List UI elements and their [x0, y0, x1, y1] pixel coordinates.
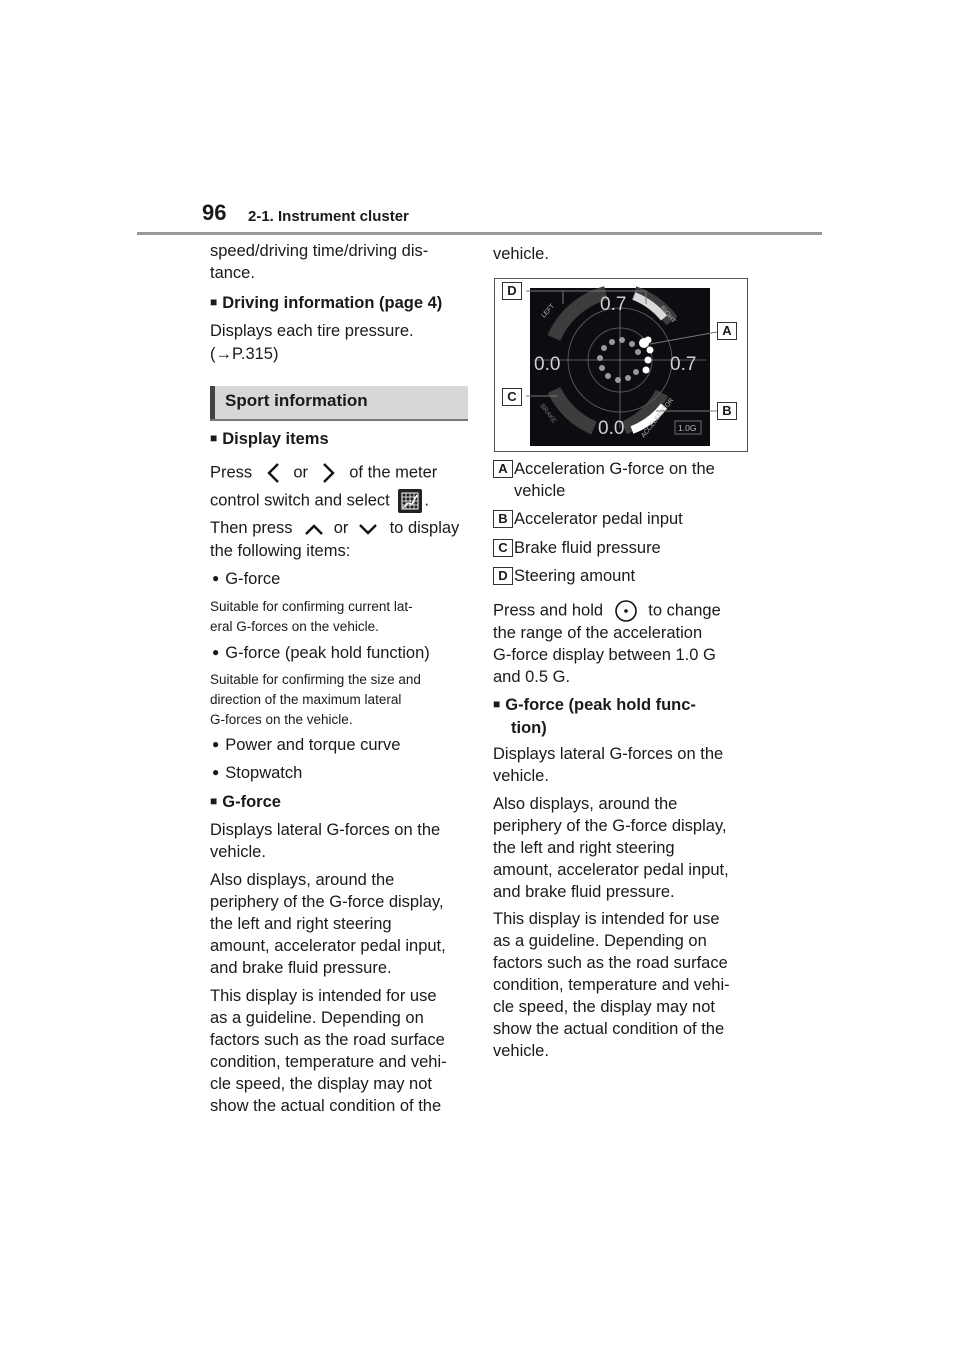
bullet-gforce-peak-hold: ● G-force (peak hold function) [212, 642, 430, 665]
gforce-text-3: This display is intended for use as a guideline. Depending on factors such as the road surface condition, temperature and vehi- cle speed, the display may not show the actual condition of the [210, 987, 447, 1115]
legend-text-b: Accelerator pedal input [514, 510, 683, 528]
chevron-left-icon [263, 461, 285, 485]
chevron-right-icon [317, 461, 339, 485]
legend-key-b: B [493, 510, 513, 528]
legend-item-a [493, 458, 715, 502]
page-number: 96 [202, 200, 227, 225]
header-divider [137, 232, 822, 235]
callout-b: B [717, 402, 737, 420]
gforce-text-2: Also displays, around the periphery of the G-force display, the left and right steering amount, accelerator pedal input, and brake fluid pressure. [210, 871, 446, 977]
legend-key-d: D [493, 567, 513, 585]
callout-a: A [717, 322, 737, 340]
steering-peak-value: 0.7 [600, 294, 627, 315]
legend-text-d: Steering amount [514, 567, 636, 585]
then-instruction-line2: the following items: [210, 542, 351, 560]
bullet-stopwatch: ● Stopwatch [212, 762, 302, 785]
gforce-heading: ■ G-force [210, 791, 281, 814]
sport-info-icon [398, 489, 422, 513]
legend-key-c: C [493, 539, 513, 557]
page-reference: (→P.315) [210, 345, 279, 363]
range-badge: 1.0G [678, 423, 697, 433]
press-instruction-line1: Press or of the meter [210, 461, 437, 485]
callout-d: D [502, 282, 522, 300]
intro-text: speed/driving time/driving dis- tance. [210, 242, 429, 282]
note-gforce-peak-hold: Suitable for confirming the size and direction of the maximum lateral G-forces on the vehicle. [210, 672, 421, 727]
note-gforce: Suitable for confirming current lat- eral G-forces on the vehicle. [210, 599, 413, 634]
bullet-power-torque: ● Power and torque curve [212, 734, 400, 757]
chevron-up-icon [303, 521, 325, 537]
hold-instruction-rest: the range of the acceleration G-force display between 1.0 G and 0.5 G. [493, 624, 716, 686]
driving-info-text: Displays each tire pressure. [210, 322, 414, 340]
legend-key-a: A [493, 460, 513, 478]
sport-heading-underline [210, 419, 468, 421]
legend-item-d [493, 565, 635, 587]
press-instruction-line2: control switch and select . [210, 489, 429, 513]
display-items-heading: ■ Display items [210, 428, 329, 451]
continued-text: vehicle. [493, 245, 549, 263]
accelerator-value: 0.0 [598, 418, 625, 439]
legend-text-a: Acceleration G-force on the vehicle [514, 460, 715, 500]
section-title: 2-1. Instrument cluster [248, 208, 409, 225]
sport-information-heading: Sport information [210, 386, 468, 419]
right-gforce-value: 0.7 [670, 354, 697, 375]
chevron-down-icon [357, 521, 379, 537]
peak-hold-heading: ■ G-force (peak hold func- tion) [493, 696, 696, 737]
ok-button-icon [614, 599, 638, 623]
driving-info-heading: ■ Driving information (page 4) [210, 292, 442, 315]
peak-text-3: This display is intended for use as a guideline. Depending on factors such as the road surface condition, temperature and vehi- cle speed, the display may not show the actual condition of the vehicle. [493, 910, 730, 1060]
bullet-gforce: ● G-force [212, 568, 280, 591]
left-gforce-value: 0.0 [534, 354, 561, 375]
gforce-text-1: Displays lateral G-forces on the vehicle. [210, 821, 441, 861]
left-label: LEFT [540, 302, 557, 320]
brake-label: BRAKE [538, 402, 558, 425]
legend-item-c [493, 537, 661, 559]
hold-instruction-line1: Press and hold to change [493, 599, 721, 623]
legend-text-c: Brake fluid pressure [514, 539, 661, 557]
legend-item-b [493, 508, 683, 530]
peak-text-2: Also displays, around the periphery of the G-force display, the left and right steering amount, accelerator pedal input, and brake fluid pressure. [493, 795, 729, 901]
right-label: RIGHT [658, 304, 677, 325]
accelerator-label: ACCELERATOR [640, 396, 676, 440]
peak-text-1: Displays lateral G-forces on the vehicle. [493, 745, 724, 785]
callout-c: C [502, 388, 522, 406]
gforce-display-illustration [494, 278, 748, 452]
then-instruction-line1: Then press or to display [210, 519, 460, 537]
